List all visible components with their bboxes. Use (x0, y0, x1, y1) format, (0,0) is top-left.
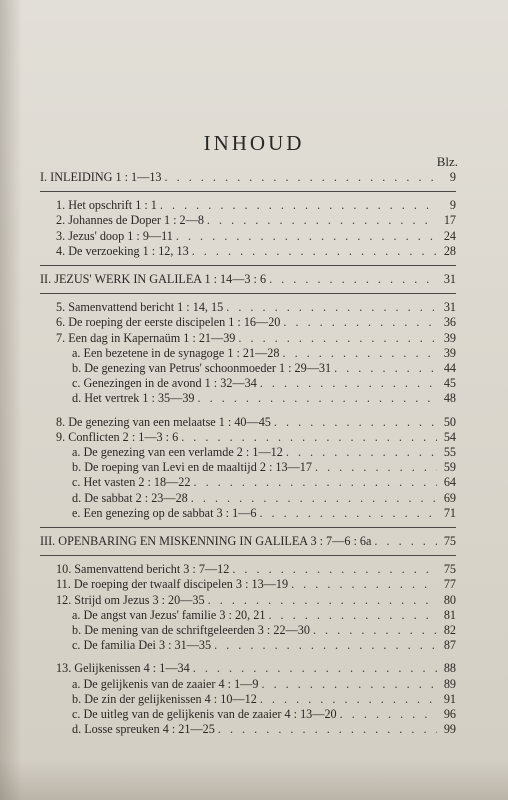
leader-dots (214, 638, 437, 653)
toc-subitem (40, 445, 456, 460)
entry-title: 4. De verzoeking 1 : 12, 13 (56, 243, 189, 258)
leader-dots (218, 722, 437, 737)
leader-dots (268, 608, 437, 623)
toc-subitem (40, 475, 456, 490)
leader-dots (286, 445, 437, 460)
toc-subitem (40, 638, 456, 653)
leader-dots (283, 315, 437, 330)
toc-item (40, 300, 456, 315)
page-number: 96 (443, 707, 456, 722)
toc-item (40, 415, 456, 430)
entry-title: c. De familia Dei 3 : 31—35 (72, 638, 212, 653)
page-number: 99 (443, 722, 456, 737)
section-divider (40, 555, 456, 556)
page-number: 89 (443, 676, 456, 691)
toc-item (40, 213, 456, 228)
page-number: 24 (443, 228, 456, 243)
leader-dots (260, 692, 437, 707)
page-number: 87 (443, 638, 456, 653)
toc-subitem (40, 346, 456, 361)
entry-title: I. INLEIDING 1 : 1—13 (40, 170, 162, 184)
leader-dots (198, 391, 437, 406)
leader-dots (226, 300, 437, 315)
leader-dots (238, 331, 437, 346)
section-divider (40, 527, 456, 528)
page-number: 91 (443, 691, 456, 706)
entry-title: 5. Samenvattend bericht 1 : 14, 15 (56, 300, 224, 315)
toc-item (40, 315, 456, 330)
toc-item (40, 331, 456, 346)
table-of-contents (40, 170, 456, 738)
page-number: 81 (443, 607, 456, 622)
section-heading (40, 170, 456, 185)
entry-title: a. De angst van Jezus' familie 3 : 20, 21 (72, 607, 266, 622)
leader-dots (334, 361, 437, 376)
entry-title: 9. Conflicten 2 : 1—3 : 6 (56, 429, 179, 444)
page-number: 45 (443, 376, 456, 391)
toc-item (40, 562, 456, 577)
entry-title: 2. Johannes de Doper 1 : 2—8 (56, 213, 204, 228)
toc-subitem (40, 460, 456, 475)
section-divider (40, 265, 456, 266)
leader-dots (232, 562, 437, 577)
leader-dots (193, 475, 437, 490)
section-heading (40, 534, 456, 549)
entry-title: 6. De roeping der eerste discipelen 1 : 16—20 (56, 315, 281, 330)
entry-title: b. De roeping van Levi en de maaltijd 2 : 13—17 (72, 460, 312, 475)
page-number: 77 (443, 577, 456, 592)
page-number: 28 (443, 243, 456, 258)
entry-title: 1. Het opschrift 1 : 1 (56, 198, 157, 213)
entry-title: a. De gelijkenis van de zaaier 4 : 1—9 (72, 676, 259, 691)
toc-subitem (40, 506, 456, 521)
page-number: 88 (443, 661, 456, 676)
spacer (40, 407, 456, 415)
toc-subitem (40, 376, 456, 391)
page-number: 59 (443, 460, 456, 475)
page-number: 39 (443, 330, 456, 345)
entry-title: b. De genezing van Petrus' schoonmoeder 1 : 29—31 (72, 361, 332, 376)
section-divider (40, 293, 456, 294)
page-number: 9 (449, 198, 456, 213)
leader-dots (192, 244, 437, 259)
page-number: 36 (443, 315, 456, 330)
toc-item (40, 661, 456, 676)
entry-title: a. De genezing van een verlamde 2 : 1—12 (72, 445, 283, 460)
toc-subitem (40, 692, 456, 707)
leader-dots (160, 198, 437, 213)
entry-title: c. Genezingen in de avond 1 : 32—34 (72, 376, 257, 391)
entry-title: c. De uitleg van de gelijkenis van de zaaier 4 : 13—20 (72, 707, 337, 722)
entry-title: 10. Samenvattend bericht 3 : 7—12 (56, 562, 230, 577)
entry-title: b. De zin der gelijkenissen 4 : 10—12 (72, 691, 257, 706)
entry-title: d. Losse spreuken 4 : 21—25 (72, 722, 215, 737)
leader-dots (340, 707, 437, 722)
page-number: 75 (443, 534, 456, 549)
page-number: 17 (443, 213, 456, 228)
toc-subitem (40, 722, 456, 737)
page-number: 31 (443, 300, 456, 315)
entry-title: d. De sabbat 2 : 23—28 (72, 490, 188, 505)
entry-title: 7. Een dag in Kapernaüm 1 : 21—39 (56, 330, 236, 345)
page-title: INHOUD (203, 131, 305, 155)
leader-dots (181, 430, 437, 445)
toc-item (40, 577, 456, 592)
entry-title: d. Het vertrek 1 : 35—39 (72, 391, 195, 406)
page-number: 71 (443, 505, 456, 520)
entry-title: 11. De roeping der twaalf discipelen 3 : 13—19 (56, 577, 289, 592)
page-number: 44 (443, 361, 456, 376)
leader-dots (176, 229, 437, 244)
leader-dots (165, 170, 437, 185)
entry-title: II. JEZUS' WERK IN GALILEA 1 : 14—3 : 6 (40, 272, 267, 287)
leader-dots (259, 506, 437, 521)
entry-title: 3. Jezus' doop 1 : 9—11 (56, 228, 173, 243)
page-number: 9 (449, 170, 456, 184)
leader-dots (261, 677, 437, 692)
entry-title: 12. Strijd om Jezus 3 : 20—35 (56, 592, 205, 607)
leader-dots (374, 534, 437, 549)
page-number: 75 (443, 562, 456, 577)
toc-subitem (40, 491, 456, 506)
leader-dots (282, 346, 437, 361)
leader-dots (315, 460, 437, 475)
leader-dots (291, 577, 437, 592)
page-number: 31 (443, 272, 456, 287)
page-number: 69 (443, 490, 456, 505)
entry-title: e. Een genezing op de sabbat 3 : 1—6 (72, 505, 257, 520)
page-number: 48 (443, 391, 456, 406)
entry-title: 13. Gelijkenissen 4 : 1—34 (56, 661, 190, 676)
toc-item (40, 593, 456, 608)
toc-subitem (40, 707, 456, 722)
toc-subitem (40, 677, 456, 692)
leader-dots (193, 661, 437, 676)
leader-dots (313, 623, 437, 638)
section-heading (40, 272, 456, 287)
leader-dots (207, 213, 437, 228)
spacer (40, 653, 456, 661)
page-bottom-shadow (0, 760, 508, 800)
leader-dots (269, 272, 437, 287)
page-number: 39 (443, 345, 456, 360)
section-divider (40, 191, 456, 192)
leader-dots (274, 415, 437, 430)
toc-subitem (40, 361, 456, 376)
entry-title: c. Het vasten 2 : 18—22 (72, 475, 191, 490)
leader-dots (208, 593, 437, 608)
toc-subitem (40, 391, 456, 406)
toc-item (40, 244, 456, 259)
page-number: 82 (443, 623, 456, 638)
entry-title: b. De mening van de schriftgeleerden 3 : 22—30 (72, 623, 310, 638)
page-number: 55 (443, 445, 456, 460)
page-number: 64 (443, 475, 456, 490)
page-gutter-shadow (0, 0, 22, 800)
toc-item (40, 198, 456, 213)
page-number: 80 (443, 592, 456, 607)
toc-item (40, 430, 456, 445)
entry-title: 8. De genezing van een melaatse 1 : 40—45 (56, 414, 271, 429)
entry-title: III. OPENBARING EN MISKENNING IN GALILEA 3 : 7—6 : 6a (40, 534, 372, 549)
leader-dots (260, 376, 437, 391)
page-column-label: Blz. (436, 154, 458, 169)
leader-dots (191, 491, 437, 506)
toc-subitem (40, 608, 456, 623)
toc-subitem (40, 623, 456, 638)
toc-item (40, 229, 456, 244)
page-number: 50 (443, 414, 456, 429)
page-number: 54 (443, 429, 456, 444)
entry-title: a. Een bezetene in de synagoge 1 : 21—28 (72, 345, 280, 360)
